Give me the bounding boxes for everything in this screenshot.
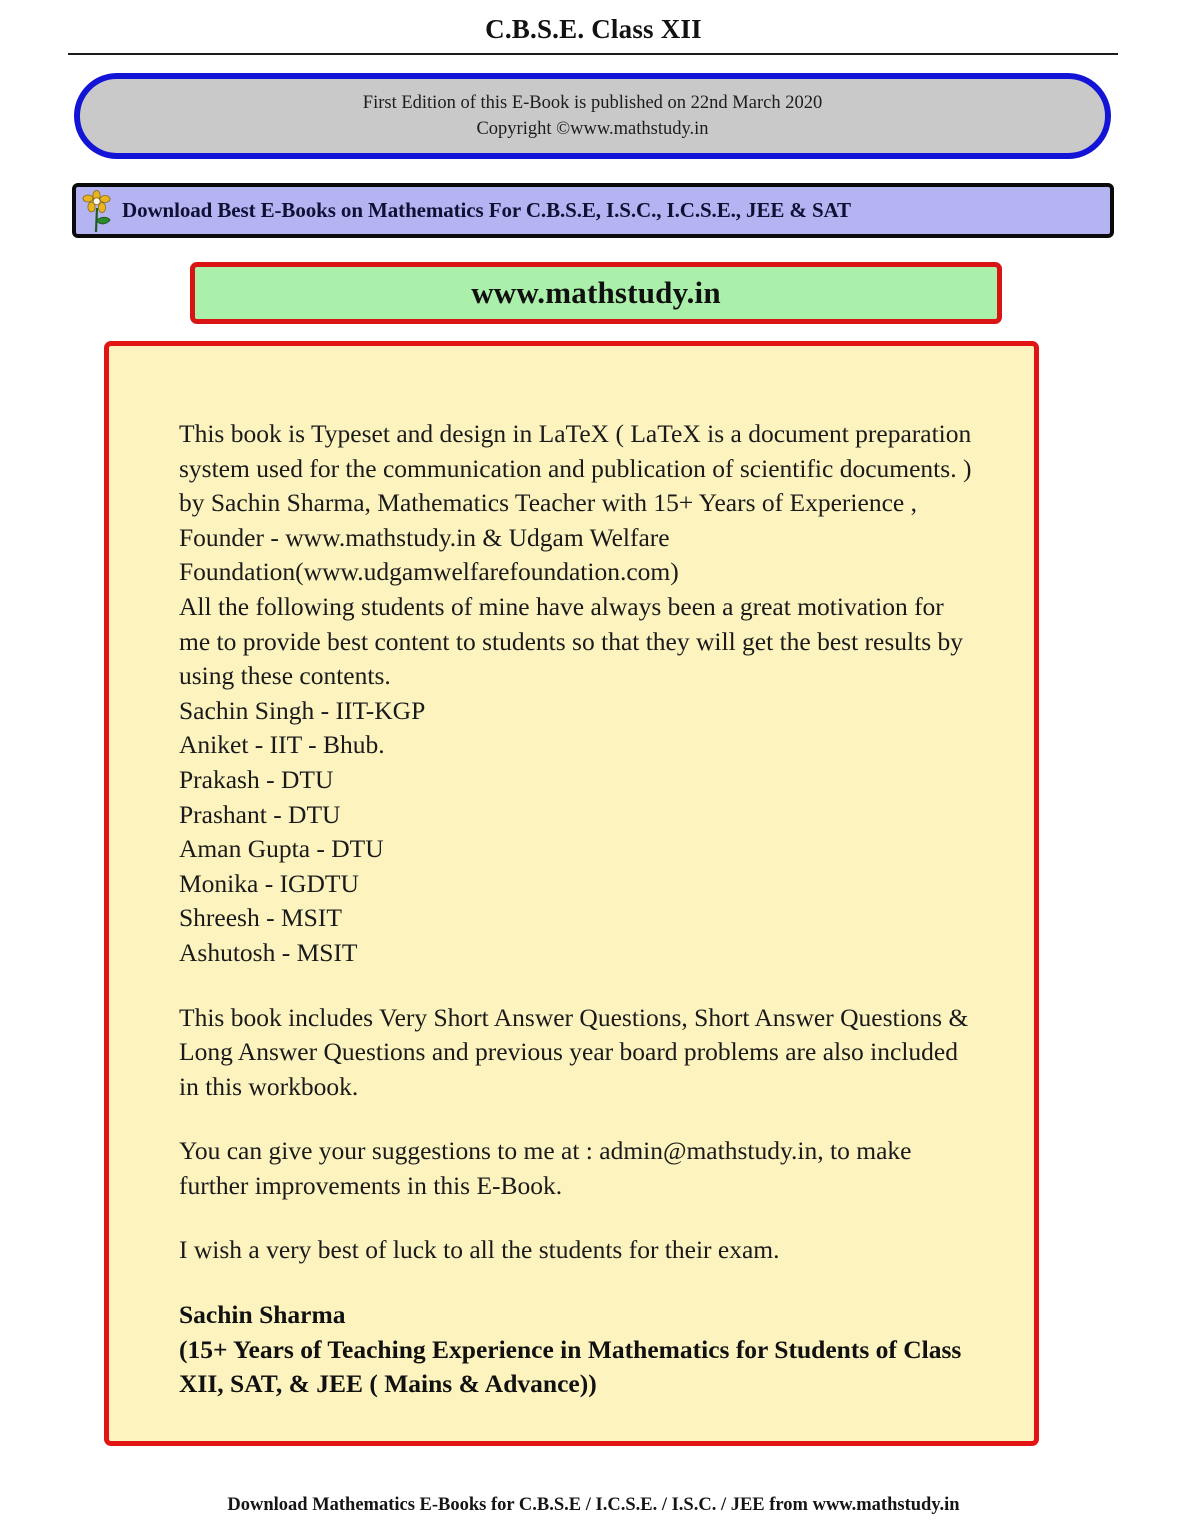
students-list [179,694,979,971]
list-item: Sachin Singh - IIT-KGP [179,695,426,725]
signature-detail: (15+ Years of Teaching Experience in Mathematics for Students of Class XII, SAT, & JEE ( Mains & Advance)) [179,1334,962,1399]
list-item: Aniket - IIT - Bhub. [179,730,385,760]
title-divider [68,53,1118,55]
list-item: Prashant - DTU [179,799,341,829]
spacer [179,1268,979,1298]
motivation-paragraph: All the following students of mine have always been a great motivation for me to provide best content to students so that they will get the best results by using these contents. [179,591,964,691]
copyright-box [74,73,1111,159]
page-title: C.B.S.E. Class XII [485,14,702,44]
includes-paragraph: This book includes Very Short Answer Questions, Short Answer Questions & Long Answer Questions and previous year board problems are also included in this workbook. [179,1002,969,1101]
promo-banner[interactable] [72,183,1114,238]
content-inner [179,417,979,1402]
list-item: Monika - IGDTU [179,868,359,898]
signature-name: Sachin Sharma [179,1300,346,1330]
flower-icon [82,190,116,234]
list-item: Aman Gupta - DTU [179,834,384,864]
intro-paragraph: This book is Typeset and design in LaTeX ( LaTeX is a document preparation system used for the communication and publication of scientific documents. ) by Sachin Sharma, Mathematics Teacher with 15+ Years of Experience , Founder - www.mathstudy.in & Udgam Welfare Foundation(www.udgamwelfarefoundation.com) [179,419,972,587]
suggestions-paragraph: You can give your suggestions to me at : admin@mathstudy.in, to make further improvements in this E-Book. [179,1136,912,1200]
page-footer: Download Mathematics E-Books for C.B.S.E / I.C.S.E. / I.S.C. / JEE from www.mathstudy.in [227,1495,960,1515]
list-item: Ashutosh - MSIT [179,937,358,967]
spacer [179,971,979,1001]
list-item: Shreesh - MSIT [179,903,342,933]
website-label: www.mathstudy.in [471,275,721,310]
website-box[interactable] [190,262,1002,324]
list-item: Prakash - DTU [179,764,334,794]
spacer [179,1104,979,1134]
copyright-edition-line: First Edition of this E-Book is published on 22nd March 2020 [362,93,823,113]
copyright-owner-line: Copyright ©www.mathstudy.in [476,119,709,139]
content-box [104,341,1039,1446]
wishes-paragraph: I wish a very best of luck to all the students for their exam. [179,1235,780,1265]
spacer [179,1203,979,1233]
promo-banner-label: Download Best E-Books on Mathematics For C.B.S.E, I.S.C., I.C.S.E., JEE & SAT [122,198,851,222]
